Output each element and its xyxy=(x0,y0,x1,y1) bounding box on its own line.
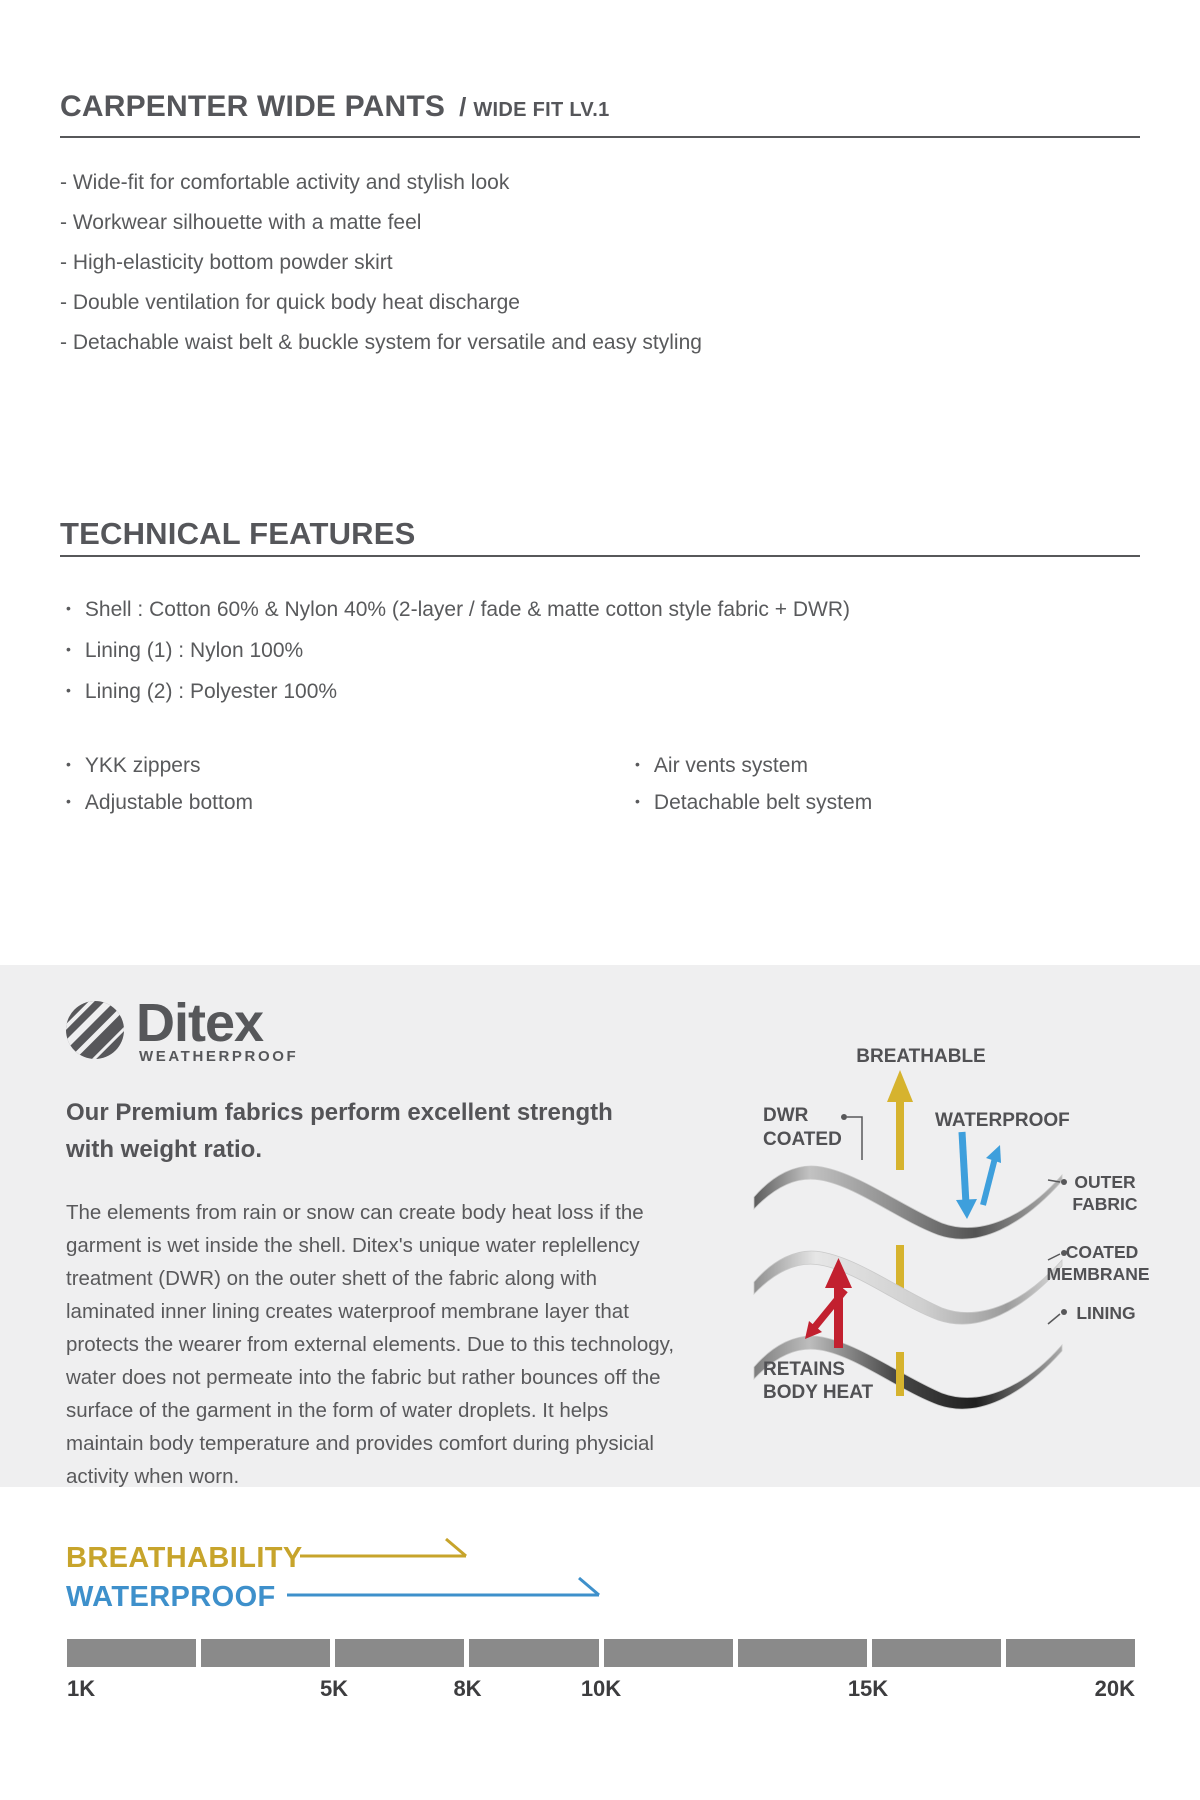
ditex-paragraph: The elements from rain or snow can create body heat loss if the garment is wet inside the shell. Ditex's unique water replellency treatment (DWR) on the outer shett of the fabric along with laminated inner lining creates waterproof membrane layer that protects the wearer from external elements. Due to this technology, water does not permeate into the fabric but rather bounces off the surface of the garment in the form of water droplets. It helps maintain body temperature and provides comfort during physicial activity when worn. xyxy=(66,1201,675,1488)
scale-bar-segment xyxy=(201,1639,330,1667)
list-item: • Lining (2) : Polyester 100% xyxy=(66,672,1140,713)
outer-fabric-layer xyxy=(754,1166,1062,1239)
page-title: CARPENTER WIDE PANTS xyxy=(60,90,446,123)
diagram-label-dwr: DWR xyxy=(763,1105,809,1126)
bullet-icon: • xyxy=(66,756,71,772)
breathability-label: BREATHABILITY xyxy=(66,1542,303,1574)
tick-label: 8K xyxy=(453,1676,482,1701)
waterproof-label: WATERPROOF xyxy=(66,1581,276,1613)
scale-tick-labels xyxy=(67,1676,1135,1702)
waterproof-arrow-icon xyxy=(956,1132,1001,1219)
extras-column-right xyxy=(635,748,872,822)
scale-bar-segment xyxy=(335,1639,464,1667)
waterproof-arrow-line-icon xyxy=(282,1574,607,1600)
ditex-logo-icon xyxy=(66,1001,124,1059)
list-item: - High-elasticity bottom powder skirt xyxy=(60,251,393,274)
breathability-arrow-icon xyxy=(295,1536,475,1562)
title-slash: / xyxy=(459,92,467,122)
diagram-label-body-heat: BODY HEAT xyxy=(763,1382,874,1403)
header-rule xyxy=(60,136,1140,138)
materials-list xyxy=(66,590,1140,713)
list-item: • Adjustable bottom xyxy=(66,785,253,822)
scale-bar-segment xyxy=(604,1639,733,1667)
bullet-icon: • xyxy=(66,641,71,657)
fabric-layers-diagram xyxy=(650,990,1200,1490)
highlights-list xyxy=(60,163,1140,363)
diagram-label-retains: RETAINS xyxy=(763,1359,845,1380)
list-item: • YKK zippers xyxy=(66,748,253,785)
scale-bar-segment xyxy=(872,1639,1001,1667)
bullet-icon: • xyxy=(635,793,640,809)
list-item: - Detachable waist belt & buckle system for versatile and easy styling xyxy=(60,331,702,354)
extras-column-left xyxy=(66,748,253,822)
page-subtitle: WIDE FIT LV.1 xyxy=(473,99,610,121)
list-item: - Workwear silhouette with a matte feel xyxy=(60,211,422,234)
tick-label: 15K xyxy=(847,1676,889,1701)
list-item: - Wide-fit for comfortable activity and stylish look xyxy=(60,171,510,194)
list-item: - Double ventilation for quick body heat discharge xyxy=(60,291,520,314)
bullet-icon: • xyxy=(66,682,71,698)
list-item: • Lining (1) : Nylon 100% xyxy=(66,631,1140,672)
ditex-brand-name: Ditex xyxy=(136,993,264,1053)
header xyxy=(60,90,1140,124)
diagram-label-waterproof: WATERPROOF xyxy=(935,1110,1070,1131)
list-item: • Detachable belt system xyxy=(635,785,872,822)
list-item: • Shell : Cotton 60% & Nylon 40% (2-layer / fade & matte cotton style fabric + DWR) xyxy=(66,590,1140,631)
bullet-icon: • xyxy=(635,756,640,772)
tick-label: 20K xyxy=(1094,1676,1135,1701)
scale-bar-segment xyxy=(469,1639,598,1667)
diagram-label-breathable: BREATHABLE xyxy=(856,1046,986,1067)
diagram-label-dwr-coated: COATED xyxy=(763,1129,842,1150)
bullet-icon: • xyxy=(66,793,71,809)
diagram-label-coated: COATED xyxy=(1065,1242,1139,1262)
diagram-label-outer: OUTER xyxy=(1074,1172,1136,1192)
breathable-arrow-icon xyxy=(887,1070,913,1290)
ditex-heading: Our Premium fabrics perform excellent strength with weight ratio. xyxy=(66,1099,613,1163)
section-rule xyxy=(60,555,1140,557)
breathable-arrow-icon xyxy=(896,1352,904,1396)
tick-label: 5K xyxy=(319,1676,349,1701)
coated-membrane-layer xyxy=(754,1251,1062,1324)
scale-bar-segment xyxy=(67,1639,196,1667)
rating-scale-bar xyxy=(67,1639,1135,1667)
list-item: • Air vents system xyxy=(635,748,872,785)
tick-label: 10K xyxy=(580,1676,622,1701)
scale-bar-segment xyxy=(1006,1639,1135,1667)
section-heading-technical-features: TECHNICAL FEATURES xyxy=(60,516,416,551)
bullet-icon: • xyxy=(66,600,71,616)
scale-bar-segment xyxy=(738,1639,867,1667)
ditex-brand-tagline: WEATHERPROOF xyxy=(139,1048,299,1065)
tick-label: 1K xyxy=(67,1676,96,1701)
diagram-label-fabric: FABRIC xyxy=(1072,1194,1138,1214)
diagram-label-lining: LINING xyxy=(1076,1303,1136,1323)
diagram-label-membrane: MEMBRANE xyxy=(1046,1264,1150,1284)
